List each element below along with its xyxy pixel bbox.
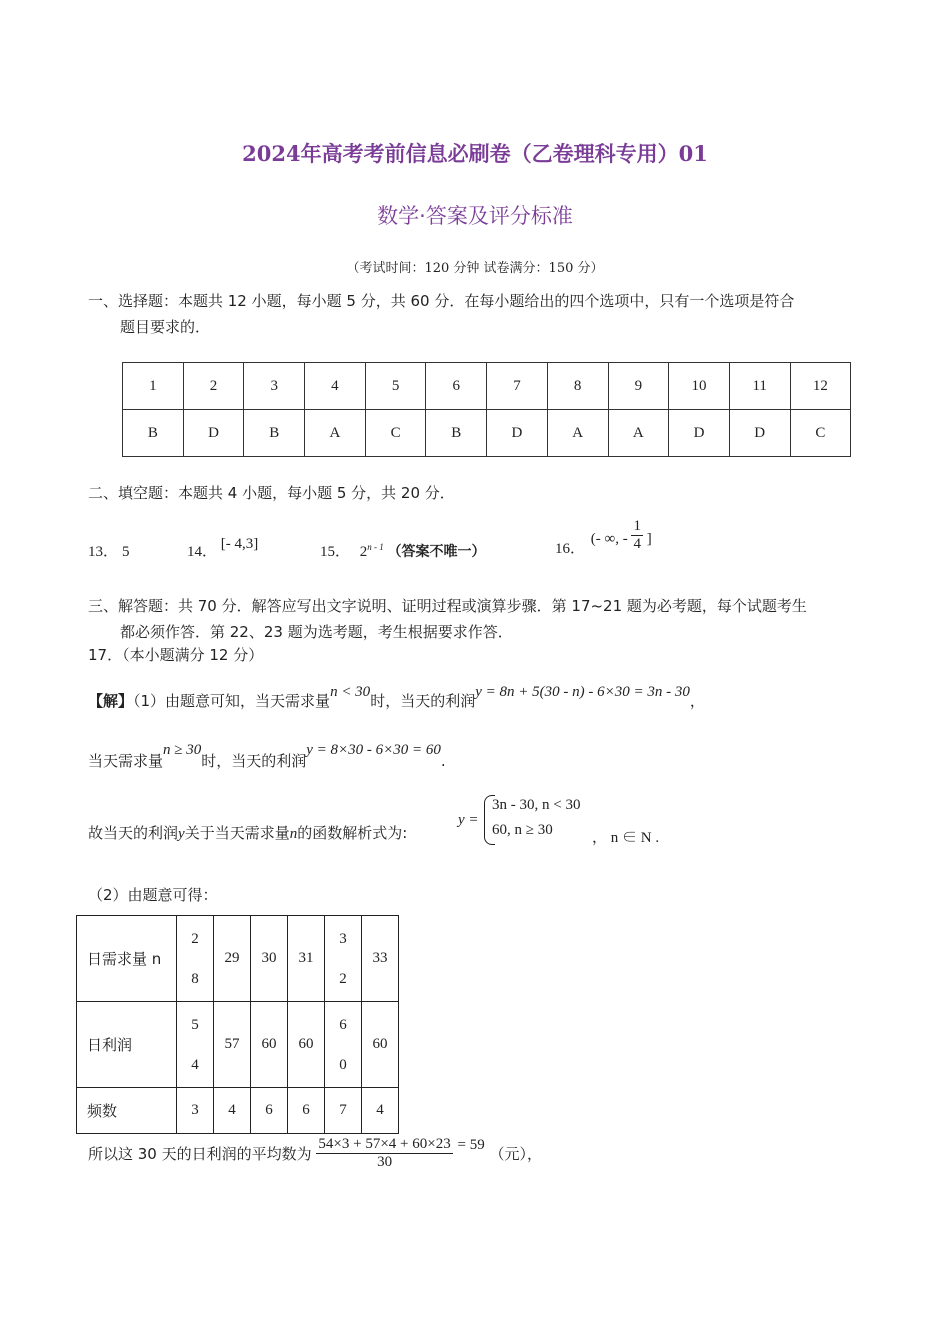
table-cell: D bbox=[487, 410, 548, 457]
average-fraction bbox=[316, 1136, 452, 1171]
table-cell: 7 bbox=[487, 363, 548, 410]
part1-text-b: 时，当天的利润 bbox=[370, 692, 476, 710]
row-header-profit: 日利润 bbox=[77, 1002, 177, 1088]
section-1-line2: 题目要求的． bbox=[120, 318, 211, 336]
answer-q13 bbox=[88, 540, 130, 561]
data-table bbox=[76, 915, 399, 1134]
table-cell: 60 bbox=[288, 1002, 325, 1088]
table-cell: C bbox=[365, 410, 426, 457]
q13-answer: 5 bbox=[122, 544, 130, 560]
table-cell: 1 bbox=[123, 363, 184, 410]
answer-table bbox=[122, 362, 851, 457]
table-cell: 12 bbox=[790, 363, 851, 410]
table-cell: A bbox=[608, 410, 669, 457]
q16-numerator: 1 bbox=[633, 518, 641, 534]
piecewise-lhs: y = bbox=[458, 812, 479, 828]
answer-q16 bbox=[555, 518, 652, 557]
section-2-heading: 二、填空题：本题共 4 小题，每小题 5 分，共 20 分． bbox=[88, 484, 455, 502]
table-cell: 29 bbox=[214, 916, 251, 1002]
q16-left: (- ∞, - bbox=[590, 530, 628, 547]
table-cell: 10 bbox=[669, 363, 730, 410]
part2-end: . bbox=[440, 752, 446, 770]
table-cell: 32 bbox=[325, 916, 362, 1002]
average-line bbox=[88, 1136, 542, 1171]
part2-text-b: 时，当天的利润 bbox=[201, 752, 307, 770]
table-cell: C bbox=[790, 410, 851, 457]
average-result: = 59 bbox=[457, 1137, 485, 1153]
var-y: y bbox=[178, 826, 185, 842]
table-cell: 3 bbox=[244, 363, 305, 410]
table-cell: 8 bbox=[547, 363, 608, 410]
q16-label: 16． bbox=[555, 540, 586, 557]
q16-right: ] bbox=[646, 530, 652, 547]
average-denominator: 30 bbox=[377, 1154, 393, 1170]
table-cell: 57 bbox=[214, 1002, 251, 1088]
part1-formula: y = 8n + 5(30 - n) - 6×30 = 3n - 30 bbox=[475, 684, 690, 700]
table-cell: 11 bbox=[729, 363, 790, 410]
q17-title: 17．（本小题满分 12 分） bbox=[88, 646, 264, 664]
row-header-demand: 日需求量 n bbox=[77, 916, 177, 1002]
table-cell: 5 bbox=[365, 363, 426, 410]
q15-label: 15． bbox=[320, 544, 351, 560]
solution-part2 bbox=[88, 742, 446, 771]
table-cell: A bbox=[547, 410, 608, 457]
table-cell: 60 bbox=[251, 1002, 288, 1088]
table-cell: B bbox=[123, 410, 184, 457]
row-header-frequency: 频数 bbox=[77, 1088, 177, 1134]
average-numerator: 54×3 + 57×4 + 60×23 bbox=[318, 1136, 451, 1152]
part1-end: ， bbox=[689, 692, 705, 710]
answer-q14 bbox=[187, 536, 259, 561]
part2-heading: （2）由题意可得： bbox=[88, 886, 218, 904]
table-cell: 60 bbox=[325, 1002, 362, 1088]
table-cell: 6 bbox=[288, 1088, 325, 1134]
solution-part1 bbox=[88, 684, 705, 711]
section-3-line2: 都必须作答．第 22、23 题为选考题，考生根据要求作答． bbox=[120, 623, 513, 641]
piecewise-case-1: 3n - 30, n < 30 bbox=[492, 797, 581, 813]
table-cell: 54 bbox=[177, 1002, 214, 1088]
q15-note: （答案不唯一） bbox=[387, 544, 486, 560]
table-cell: A bbox=[305, 410, 366, 457]
table-cell: B bbox=[244, 410, 305, 457]
table-cell: D bbox=[183, 410, 244, 457]
section-1-line1: 一、选择题：本题共 12 小题，每小题 5 分，共 60 分．在每小题给出的四个选项中，只有一个选项是符合 bbox=[88, 292, 795, 310]
part2-text-a: 当天需求量 bbox=[88, 752, 164, 770]
average-text: 所以这 30 天的日利润的平均数为 bbox=[88, 1145, 312, 1163]
piecewise-case-2: 60, n ≥ 30 bbox=[492, 822, 553, 838]
part1-text-a: （1）由题意可知，当天需求量 bbox=[133, 692, 331, 710]
part3-text-b: 关于当天需求量 bbox=[184, 824, 290, 842]
solution-tag: 【解】 bbox=[88, 692, 134, 710]
table-row bbox=[77, 1002, 399, 1088]
table-cell: 7 bbox=[325, 1088, 362, 1134]
part1-condition: n < 30 bbox=[330, 684, 371, 700]
table-cell: 4 bbox=[362, 1088, 399, 1134]
document-title: 2024年高考考前信息必刷卷（乙卷理科专用）01 bbox=[242, 141, 708, 166]
q13-label: 13． bbox=[88, 544, 119, 560]
piecewise-domain: ， n ∈ N . bbox=[592, 830, 660, 846]
table-cell: 3 bbox=[177, 1088, 214, 1134]
section-1-heading bbox=[88, 288, 868, 340]
table-cell: 6 bbox=[426, 363, 487, 410]
table-cell: 9 bbox=[608, 363, 669, 410]
q14-label: 14． bbox=[187, 544, 218, 560]
solution-piecewise-line bbox=[88, 822, 407, 843]
document-subtitle: 数学·答案及评分标准 bbox=[377, 204, 573, 228]
exam-time-info: （考试时间：120 分钟 试卷满分：150 分） bbox=[346, 261, 604, 276]
table-cell: D bbox=[669, 410, 730, 457]
table-row bbox=[77, 1088, 399, 1134]
q16-denominator: 4 bbox=[633, 536, 641, 552]
table-cell: 2 bbox=[183, 363, 244, 410]
table-cell: 4 bbox=[305, 363, 366, 410]
var-n: n bbox=[289, 826, 298, 842]
table-cell: D bbox=[729, 410, 790, 457]
average-unit: （元）， bbox=[489, 1145, 543, 1163]
table-cell: 30 bbox=[251, 916, 288, 1002]
part3-text-c: 的函数解析式为: bbox=[297, 824, 408, 842]
answer-table-answer-row bbox=[123, 410, 851, 457]
table-cell: 28 bbox=[177, 916, 214, 1002]
table-row bbox=[77, 916, 399, 1002]
q16-fraction bbox=[631, 518, 643, 553]
table-cell: 33 bbox=[362, 916, 399, 1002]
part2-condition: n ≥ 30 bbox=[163, 742, 202, 758]
q15-base: 2 bbox=[359, 544, 368, 560]
section-3-line1: 三、解答题：共 70 分．解答应写出文字说明、证明过程或演算步骤．第 17~21 题为必考题，每个试题考生 bbox=[88, 597, 807, 615]
part3-text-a: 故当天的利润 bbox=[88, 824, 179, 842]
answer-table-number-row bbox=[123, 363, 851, 410]
table-cell: 4 bbox=[214, 1088, 251, 1134]
section-3-heading bbox=[88, 593, 868, 645]
q14-answer: [- 4,3] bbox=[220, 536, 259, 552]
q15-exponent: n - 1 bbox=[367, 542, 384, 552]
answer-q15 bbox=[320, 540, 486, 561]
table-cell: 60 bbox=[362, 1002, 399, 1088]
table-cell: B bbox=[426, 410, 487, 457]
table-cell: 6 bbox=[251, 1088, 288, 1134]
part2-formula: y = 8×30 - 6×30 = 60 bbox=[306, 742, 441, 758]
table-cell: 31 bbox=[288, 916, 325, 1002]
